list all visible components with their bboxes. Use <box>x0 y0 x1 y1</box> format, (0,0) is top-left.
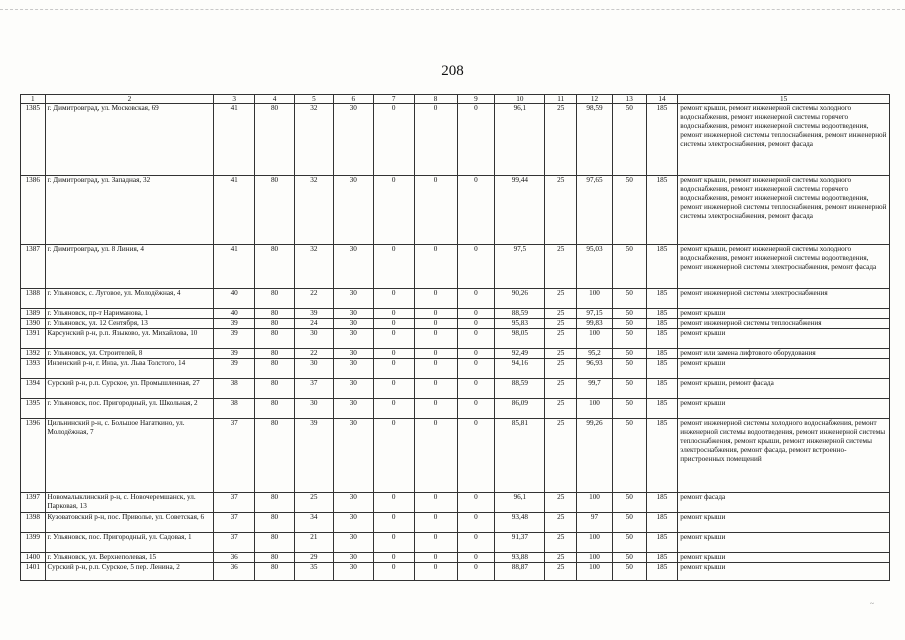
table-cell: 185 <box>646 349 678 359</box>
table-cell: 25 <box>294 493 333 513</box>
table-cell: 0 <box>373 176 414 245</box>
table-cell: 80 <box>255 104 295 176</box>
table-row <box>21 553 890 563</box>
table-row <box>21 289 890 309</box>
table-cell: 0 <box>414 493 457 513</box>
table-cell: 25 <box>545 319 577 329</box>
table-cell: 30 <box>333 493 373 513</box>
table-cell: 30 <box>333 553 373 563</box>
table-cell: 50 <box>612 359 646 379</box>
table-cell: 0 <box>457 359 495 379</box>
column-header-10: 10 <box>495 95 545 104</box>
table-cell: 0 <box>414 533 457 553</box>
table-cell: ремонт крыши <box>678 513 890 533</box>
table-cell: 1391 <box>21 329 46 349</box>
table-cell: 25 <box>545 563 577 581</box>
table-row <box>21 329 890 349</box>
table-cell: 0 <box>414 349 457 359</box>
table-cell: 80 <box>255 419 295 493</box>
table-cell: 50 <box>612 329 646 349</box>
table-cell: 185 <box>646 419 678 493</box>
table-cell: 25 <box>545 533 577 553</box>
table-cell: 0 <box>414 513 457 533</box>
table-cell: 30 <box>333 289 373 309</box>
column-header-1: 1 <box>21 95 46 104</box>
table-cell: 185 <box>646 359 678 379</box>
table-cell: 38 <box>214 379 255 399</box>
table-cell: 50 <box>612 563 646 581</box>
table-cell: 100 <box>577 553 613 563</box>
table-cell: 0 <box>373 104 414 176</box>
table-cell: 185 <box>646 309 678 319</box>
table-cell: ремонт крыши <box>678 309 890 319</box>
table-cell: 80 <box>255 493 295 513</box>
table-cell: 25 <box>545 245 577 289</box>
table-cell: ремонт или замена лифтового оборудования <box>678 349 890 359</box>
table-cell: 0 <box>373 319 414 329</box>
table-cell: 32 <box>294 245 333 289</box>
table-cell: 185 <box>646 379 678 399</box>
table-cell: 0 <box>373 533 414 553</box>
page-number: 208 <box>441 63 464 79</box>
table-cell: 1392 <box>21 349 46 359</box>
table-cell: г. Ульяновск, пос. Пригородный, ул. Школьная, 2 <box>45 399 214 419</box>
table-cell: 1385 <box>21 104 46 176</box>
table-cell: 0 <box>457 329 495 349</box>
table-cell: ремонт инженерной системы электроснабжения <box>678 289 890 309</box>
table-cell: 0 <box>414 104 457 176</box>
table-cell: 32 <box>294 176 333 245</box>
table-row <box>21 245 890 289</box>
table-cell: 25 <box>545 419 577 493</box>
column-header-12: 12 <box>577 95 613 104</box>
table-cell: 94,16 <box>495 359 545 379</box>
table-cell: 0 <box>414 379 457 399</box>
repair-program-table <box>20 94 890 581</box>
table-cell: 95,2 <box>577 349 613 359</box>
table-cell: 0 <box>373 493 414 513</box>
table-cell: 0 <box>373 329 414 349</box>
handwritten-mark: ~ <box>870 600 874 608</box>
table-cell: 0 <box>414 563 457 581</box>
table-cell: 80 <box>255 399 295 419</box>
table-cell: 98,59 <box>577 104 613 176</box>
table-cell: 1386 <box>21 176 46 245</box>
table-cell: 80 <box>255 563 295 581</box>
table-cell: ремонт крыши <box>678 359 890 379</box>
table-cell: 50 <box>612 553 646 563</box>
table-row <box>21 399 890 419</box>
table-cell: 0 <box>457 493 495 513</box>
column-number-row <box>21 95 890 104</box>
table-cell: г. Ульяновск, пр-т Нариманова, 1 <box>45 309 214 319</box>
table-cell: 99,7 <box>577 379 613 399</box>
table-cell: 0 <box>414 309 457 319</box>
table-cell: 97 <box>577 513 613 533</box>
table-cell: 95,03 <box>577 245 613 289</box>
table-cell: 21 <box>294 533 333 553</box>
top-edge-line <box>0 9 905 10</box>
table-cell: 0 <box>457 245 495 289</box>
table-cell: 97,65 <box>577 176 613 245</box>
table-cell: 32 <box>294 104 333 176</box>
table-cell: 37 <box>214 533 255 553</box>
table-cell: 39 <box>214 319 255 329</box>
table-cell: 50 <box>612 319 646 329</box>
table-cell: 39 <box>294 419 333 493</box>
table-cell: 30 <box>333 379 373 399</box>
table-cell: 0 <box>373 359 414 379</box>
table-cell: 25 <box>545 399 577 419</box>
table-cell: 96,93 <box>577 359 613 379</box>
table-cell: 0 <box>373 563 414 581</box>
table-cell: 0 <box>457 309 495 319</box>
table-cell: ремонт крыши, ремонт инженерной системы холодного водоснабжения, ремонт инженерной системы горячего водоснабжения, ремонт инженерной системы водоотведения, ремонт инженерной системы теплоснабжения, ремонт инженерной системы электроснабжения, ремонт фасада <box>678 104 890 176</box>
table-cell: 39 <box>214 359 255 379</box>
table-cell: Сурский р-н, р.п. Сурское, 5 пер. Ленина, 2 <box>45 563 214 581</box>
table-row <box>21 513 890 533</box>
table-cell: 30 <box>333 533 373 553</box>
table-row <box>21 533 890 553</box>
table-cell: 0 <box>414 359 457 379</box>
table-row <box>21 176 890 245</box>
table-cell: 0 <box>414 419 457 493</box>
table-cell: 30 <box>333 359 373 379</box>
table-cell: 30 <box>333 245 373 289</box>
table-row <box>21 563 890 581</box>
table-row <box>21 359 890 379</box>
table-cell: 85,81 <box>495 419 545 493</box>
table-cell: 37 <box>214 493 255 513</box>
table-cell: ремонт крыши <box>678 399 890 419</box>
column-header-7: 7 <box>373 95 414 104</box>
table-cell: 0 <box>373 419 414 493</box>
table-cell: 1390 <box>21 319 46 329</box>
table-cell: 41 <box>214 104 255 176</box>
table-cell: 22 <box>294 289 333 309</box>
table-cell: ремонт фасада <box>678 493 890 513</box>
table-cell: ремонт инженерной системы холодного водоснабжения, ремонт инженерной системы водоотведения, ремонт инженерной системы теплоснабжения, ремонт крыши, ремонт инженерной системы электроснабжения, ремонт фасада, ремонт встроенно-пристроенных помещений <box>678 419 890 493</box>
table-cell: 1400 <box>21 553 46 563</box>
table-cell: Кузоватовский р-н, пос. Приволье, ул. Советская, 6 <box>45 513 214 533</box>
table-cell: 36 <box>214 563 255 581</box>
table-cell: 80 <box>255 329 295 349</box>
column-header-5: 5 <box>294 95 333 104</box>
table-cell: 80 <box>255 319 295 329</box>
column-header-6: 6 <box>333 95 373 104</box>
table-cell: 97,15 <box>577 309 613 319</box>
table-cell: г. Ульяновск, ул. 12 Сентября, 13 <box>45 319 214 329</box>
table-cell: 80 <box>255 245 295 289</box>
table-cell: 185 <box>646 533 678 553</box>
table-cell: 39 <box>214 349 255 359</box>
table-row <box>21 309 890 319</box>
table-cell: Цильнинский р-н, с. Большое Нагаткино, ул. Молодёжная, 7 <box>45 419 214 493</box>
table-cell: 25 <box>545 553 577 563</box>
table-cell: ремонт крыши <box>678 563 890 581</box>
table-cell: 34 <box>294 513 333 533</box>
table-cell: 185 <box>646 319 678 329</box>
table-cell: 30 <box>294 399 333 419</box>
table-cell: 99,83 <box>577 319 613 329</box>
table-cell: 80 <box>255 359 295 379</box>
table-cell: 185 <box>646 563 678 581</box>
table-cell: г. Ульяновск, с. Луговое, ул. Молодёжная, 4 <box>45 289 214 309</box>
table-row <box>21 319 890 329</box>
table-cell: г. Ульяновск, ул. Строителей, 8 <box>45 349 214 359</box>
table-cell: 1389 <box>21 309 46 319</box>
table-cell: 50 <box>612 533 646 553</box>
table-cell: 0 <box>457 399 495 419</box>
table-row <box>21 493 890 513</box>
table-cell: 40 <box>214 309 255 319</box>
table-cell: 0 <box>373 379 414 399</box>
table-cell: 0 <box>414 329 457 349</box>
table-cell: 0 <box>414 319 457 329</box>
table-cell: 37 <box>214 419 255 493</box>
table-cell: 0 <box>373 399 414 419</box>
column-header-9: 9 <box>457 95 495 104</box>
table-cell: 88,59 <box>495 379 545 399</box>
table-cell: 25 <box>545 513 577 533</box>
table-cell: 0 <box>373 349 414 359</box>
table-cell: 0 <box>457 289 495 309</box>
table-cell: 25 <box>545 289 577 309</box>
table-cell: 1399 <box>21 533 46 553</box>
table-cell: г. Димитровград, ул. Западная, 32 <box>45 176 214 245</box>
table-cell: 88,59 <box>495 309 545 319</box>
table-row <box>21 104 890 176</box>
table-cell: 50 <box>612 349 646 359</box>
table-cell: ремонт инженерной системы теплоснабжения <box>678 319 890 329</box>
column-header-15: 15 <box>678 95 890 104</box>
table-cell: 86,09 <box>495 399 545 419</box>
table-cell: 1388 <box>21 289 46 309</box>
table-cell: 100 <box>577 289 613 309</box>
table-cell: 100 <box>577 493 613 513</box>
table-cell: 185 <box>646 553 678 563</box>
table-cell: 50 <box>612 309 646 319</box>
table-cell: 25 <box>545 349 577 359</box>
table-cell: 30 <box>294 359 333 379</box>
table-cell: 38 <box>214 399 255 419</box>
column-header-2: 2 <box>45 95 214 104</box>
table-cell: 25 <box>545 329 577 349</box>
table-cell: 30 <box>294 329 333 349</box>
table-cell: 100 <box>577 329 613 349</box>
table-row <box>21 419 890 493</box>
table-cell: 185 <box>646 104 678 176</box>
table-cell: 1395 <box>21 399 46 419</box>
table-cell: 50 <box>612 513 646 533</box>
table-cell: 93,88 <box>495 553 545 563</box>
table-cell: 80 <box>255 176 295 245</box>
table-cell: 80 <box>255 289 295 309</box>
table-cell: 88,87 <box>495 563 545 581</box>
table-cell: 41 <box>214 245 255 289</box>
table-cell: Новомалыклинский р-н, с. Новочеремшанск, ул. Парковая, 13 <box>45 493 214 513</box>
table-cell: 0 <box>373 553 414 563</box>
table-cell: 0 <box>414 399 457 419</box>
table-cell: 1393 <box>21 359 46 379</box>
table-cell: 93,48 <box>495 513 545 533</box>
table-cell: 185 <box>646 493 678 513</box>
table-cell: 98,05 <box>495 329 545 349</box>
table-cell: 24 <box>294 319 333 329</box>
table-cell: Сурский р-н, р.п. Сурское, ул. Промышленная, 27 <box>45 379 214 399</box>
table-cell: 97,5 <box>495 245 545 289</box>
table-cell: 1394 <box>21 379 46 399</box>
table-cell: 50 <box>612 104 646 176</box>
table-cell: 30 <box>333 419 373 493</box>
table-cell: 36 <box>214 553 255 563</box>
table-cell: 185 <box>646 176 678 245</box>
table-cell: 39 <box>214 329 255 349</box>
table-cell: 50 <box>612 245 646 289</box>
column-header-13: 13 <box>612 95 646 104</box>
table-cell: 96,1 <box>495 493 545 513</box>
table-cell: 30 <box>333 563 373 581</box>
table-cell: г. Ульяновск, пос. Пригородный, ул. Садовая, 1 <box>45 533 214 553</box>
table-row <box>21 379 890 399</box>
table-cell: 0 <box>373 513 414 533</box>
table-cell: 0 <box>457 379 495 399</box>
table-cell: 0 <box>373 245 414 289</box>
table-cell: 25 <box>545 176 577 245</box>
table-cell: 25 <box>545 309 577 319</box>
table-cell: 80 <box>255 553 295 563</box>
table-cell: 30 <box>333 399 373 419</box>
table-cell: 1387 <box>21 245 46 289</box>
table-cell: ремонт крыши, ремонт инженерной системы холодного водоснабжения, ремонт инженерной системы водоотведения, ремонт инженерной системы электроснабжения, ремонт фасада <box>678 245 890 289</box>
table-cell: 91,37 <box>495 533 545 553</box>
table-cell: 50 <box>612 399 646 419</box>
table-cell: 22 <box>294 349 333 359</box>
table-cell: 185 <box>646 329 678 349</box>
table-cell: 30 <box>333 319 373 329</box>
table-cell: 185 <box>646 399 678 419</box>
column-header-4: 4 <box>255 95 295 104</box>
table-cell: ремонт крыши, ремонт фасада <box>678 379 890 399</box>
table-body <box>21 95 890 581</box>
table-cell: 0 <box>373 289 414 309</box>
table-cell: 40 <box>214 289 255 309</box>
table-cell: 25 <box>545 359 577 379</box>
table-cell: 80 <box>255 533 295 553</box>
table-cell: 90,26 <box>495 289 545 309</box>
table-cell: 92,49 <box>495 349 545 359</box>
table-cell: 50 <box>612 379 646 399</box>
table-cell: 100 <box>577 399 613 419</box>
table-cell: 0 <box>373 309 414 319</box>
table-cell: 95,83 <box>495 319 545 329</box>
table-cell: Инзенский р-н, г. Инза, ул. Льва Толстого, 14 <box>45 359 214 379</box>
table-cell: 37 <box>294 379 333 399</box>
table-cell: 25 <box>545 104 577 176</box>
table-cell: ремонт крыши <box>678 329 890 349</box>
table-cell: ремонт крыши, ремонт инженерной системы холодного водоснабжения, ремонт инженерной системы горячего водоснабжения, ремонт инженерной системы водоотведения, ремонт инженерной системы теплоснабжения, ремонт инженерной системы электроснабжения, ремонт фасада <box>678 176 890 245</box>
table-cell: ремонт крыши <box>678 533 890 553</box>
table-cell: 100 <box>577 563 613 581</box>
table-cell: 30 <box>333 349 373 359</box>
table-cell: 1397 <box>21 493 46 513</box>
table-cell: 25 <box>545 379 577 399</box>
table-cell: 80 <box>255 513 295 533</box>
table-cell: 0 <box>414 176 457 245</box>
table-cell: 96,1 <box>495 104 545 176</box>
table-cell: ремонт крыши <box>678 553 890 563</box>
table-cell: 50 <box>612 176 646 245</box>
table-cell: 1401 <box>21 563 46 581</box>
table-cell: 99,44 <box>495 176 545 245</box>
table-cell: 0 <box>457 419 495 493</box>
table-cell: 100 <box>577 533 613 553</box>
table-cell: 39 <box>294 309 333 319</box>
table-cell: 0 <box>414 289 457 309</box>
table-cell: г. Димитровград, ул. 8 Линия, 4 <box>45 245 214 289</box>
table-cell: 80 <box>255 349 295 359</box>
table-cell: 0 <box>457 553 495 563</box>
column-header-8: 8 <box>414 95 457 104</box>
table-cell: 0 <box>457 349 495 359</box>
table-cell: 37 <box>214 513 255 533</box>
table-cell: 0 <box>457 176 495 245</box>
table-cell: 50 <box>612 493 646 513</box>
table-cell: г. Ульяновск, ул. Верхнеполевая, 15 <box>45 553 214 563</box>
table-cell: 50 <box>612 419 646 493</box>
table-cell: 25 <box>545 493 577 513</box>
table-row <box>21 349 890 359</box>
table-cell: 0 <box>457 104 495 176</box>
table-cell: 50 <box>612 289 646 309</box>
table-cell: 185 <box>646 245 678 289</box>
table-cell: 0 <box>414 245 457 289</box>
table-cell: 1396 <box>21 419 46 493</box>
table-cell: 185 <box>646 513 678 533</box>
table-cell: 80 <box>255 309 295 319</box>
table-cell: 0 <box>414 553 457 563</box>
table-cell: 30 <box>333 513 373 533</box>
table-cell: 30 <box>333 329 373 349</box>
table-cell: 1398 <box>21 513 46 533</box>
column-header-11: 11 <box>545 95 577 104</box>
table-cell: 30 <box>333 309 373 319</box>
table-cell: 0 <box>457 563 495 581</box>
table-cell: 99,26 <box>577 419 613 493</box>
table-cell: 30 <box>333 104 373 176</box>
table-cell: 80 <box>255 379 295 399</box>
table-cell: 0 <box>457 513 495 533</box>
table-cell: 30 <box>333 176 373 245</box>
column-header-3: 3 <box>214 95 255 104</box>
table-cell: 41 <box>214 176 255 245</box>
table-cell: Карсунский р-н, р.п. Языково, ул. Михайлова, 10 <box>45 329 214 349</box>
column-header-14: 14 <box>646 95 678 104</box>
table-cell: 35 <box>294 563 333 581</box>
table-cell: г. Димитровград, ул. Московская, 69 <box>45 104 214 176</box>
table-cell: 29 <box>294 553 333 563</box>
table-cell: 185 <box>646 289 678 309</box>
table-cell: 0 <box>457 319 495 329</box>
table-cell: 0 <box>457 533 495 553</box>
